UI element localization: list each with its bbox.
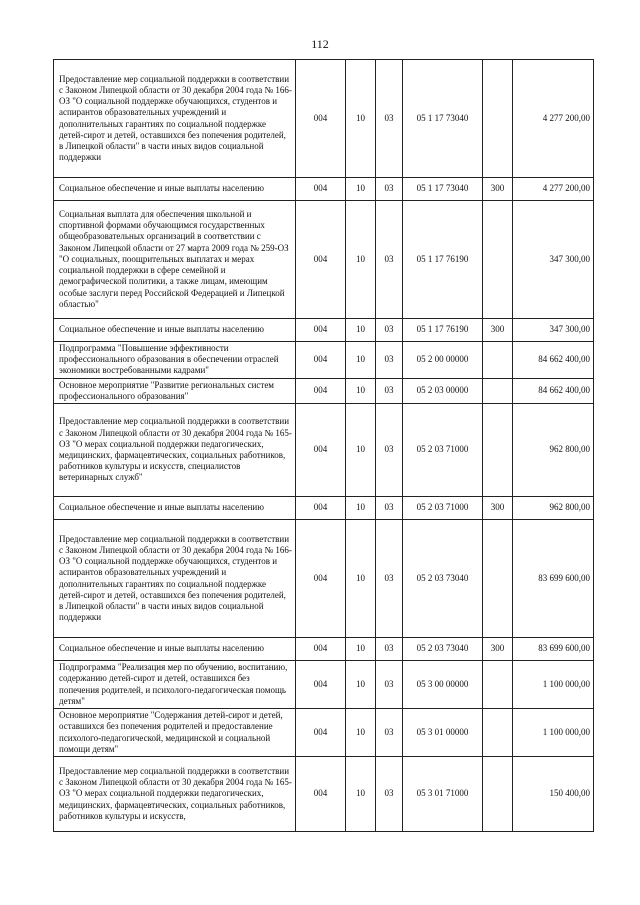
ministry-code: 004 bbox=[296, 757, 346, 832]
subsection-code: 03 bbox=[376, 661, 403, 709]
table-row bbox=[54, 404, 594, 497]
table-row bbox=[54, 342, 594, 379]
expense-type-code bbox=[483, 661, 513, 709]
section-code: 10 bbox=[346, 178, 376, 201]
ministry-code: 004 bbox=[296, 638, 346, 661]
ministry-code: 004 bbox=[296, 342, 346, 379]
expense-type-code bbox=[483, 342, 513, 379]
amount: 83 699 600,00 bbox=[513, 638, 594, 661]
ministry-code: 004 bbox=[296, 520, 346, 638]
row-description: Предоставление мер социальной поддержки в соответствии с Законом Липецкой области от 30 декабря 2004 года № 166-ОЗ "О социальной поддержке обучающихся, студентов и аспирантов образовательных учреждений и дополнительных гарантиях по социальной поддержке детей-сирот и детей, оставшихся без попечения родителей, в Липецкой области" в части иных видов социальной поддержки bbox=[54, 60, 296, 178]
table-row bbox=[54, 520, 594, 638]
target-item-code: 05 1 17 76190 bbox=[403, 319, 483, 342]
table-row bbox=[54, 497, 594, 520]
section-code: 10 bbox=[346, 60, 376, 178]
subsection-code: 03 bbox=[376, 201, 403, 319]
expense-type-code: 300 bbox=[483, 178, 513, 201]
amount: 347 300,00 bbox=[513, 319, 594, 342]
target-item-code: 05 2 03 71000 bbox=[403, 404, 483, 497]
target-item-code: 05 2 03 73040 bbox=[403, 638, 483, 661]
subsection-code: 03 bbox=[376, 178, 403, 201]
amount: 347 300,00 bbox=[513, 201, 594, 319]
subsection-code: 03 bbox=[376, 497, 403, 520]
amount: 4 277 200,00 bbox=[513, 60, 594, 178]
target-item-code: 05 3 01 71000 bbox=[403, 757, 483, 832]
subsection-code: 03 bbox=[376, 757, 403, 832]
section-code: 10 bbox=[346, 520, 376, 638]
target-item-code: 05 1 17 73040 bbox=[403, 60, 483, 178]
amount: 84 662 400,00 bbox=[513, 378, 594, 403]
amount: 1 100 000,00 bbox=[513, 661, 594, 709]
ministry-code: 004 bbox=[296, 60, 346, 178]
expense-type-code bbox=[483, 60, 513, 178]
subsection-code: 03 bbox=[376, 342, 403, 379]
page-number: 112 bbox=[311, 37, 329, 51]
row-description: Социальное обеспечение и иные выплаты населению bbox=[54, 497, 296, 520]
row-description: Социальное обеспечение и иные выплаты населению bbox=[54, 178, 296, 201]
ministry-code: 004 bbox=[296, 661, 346, 709]
target-item-code: 05 2 03 00000 bbox=[403, 378, 483, 403]
section-code: 10 bbox=[346, 404, 376, 497]
section-code: 10 bbox=[346, 319, 376, 342]
target-item-code: 05 3 01 00000 bbox=[403, 709, 483, 757]
ministry-code: 004 bbox=[296, 201, 346, 319]
subsection-code: 03 bbox=[376, 638, 403, 661]
target-item-code: 05 2 03 73040 bbox=[403, 520, 483, 638]
subsection-code: 03 bbox=[376, 520, 403, 638]
ministry-code: 004 bbox=[296, 178, 346, 201]
expense-type-code: 300 bbox=[483, 497, 513, 520]
row-description: Социальное обеспечение и иные выплаты населению bbox=[54, 638, 296, 661]
expense-type-code: 300 bbox=[483, 638, 513, 661]
amount: 150 400,00 bbox=[513, 757, 594, 832]
ministry-code: 004 bbox=[296, 319, 346, 342]
section-code: 10 bbox=[346, 661, 376, 709]
expense-type-code bbox=[483, 520, 513, 638]
amount: 962 800,00 bbox=[513, 404, 594, 497]
table-row bbox=[54, 60, 594, 178]
ministry-code: 004 bbox=[296, 378, 346, 403]
table-row bbox=[54, 757, 594, 832]
target-item-code: 05 2 00 00000 bbox=[403, 342, 483, 379]
section-code: 10 bbox=[346, 757, 376, 832]
expense-type-code: 300 bbox=[483, 319, 513, 342]
ministry-code: 004 bbox=[296, 709, 346, 757]
row-description: Основное мероприятие "Развитие региональных систем профессионального образования" bbox=[54, 378, 296, 403]
amount: 84 662 400,00 bbox=[513, 342, 594, 379]
expense-type-code bbox=[483, 757, 513, 832]
subsection-code: 03 bbox=[376, 60, 403, 178]
amount: 962 800,00 bbox=[513, 497, 594, 520]
row-description: Основное мероприятие "Содержания детей-сирот и детей, оставшихся без попечения родителей и предоставление психолого-педагогической, медицинской и социальной помощи детям" bbox=[54, 709, 296, 757]
row-description: Подпрограмма "Реализация мер по обучению, воспитанию, содержанию детей-сирот и детей, оставшихся без попечения родителей, и психолого-педагогическая помощь детям" bbox=[54, 661, 296, 709]
expense-type-code bbox=[483, 378, 513, 403]
target-item-code: 05 2 03 71000 bbox=[403, 497, 483, 520]
table-row bbox=[54, 319, 594, 342]
subsection-code: 03 bbox=[376, 709, 403, 757]
subsection-code: 03 bbox=[376, 319, 403, 342]
amount: 83 699 600,00 bbox=[513, 520, 594, 638]
expense-type-code bbox=[483, 709, 513, 757]
row-description: Подпрограмма "Повышение эффективности профессионального образования в обеспечении отраслей экономики востребованными кадрами" bbox=[54, 342, 296, 379]
section-code: 10 bbox=[346, 497, 376, 520]
subsection-code: 03 bbox=[376, 404, 403, 497]
row-description: Социальное обеспечение и иные выплаты населению bbox=[54, 319, 296, 342]
row-description: Социальная выплата для обеспечения школьной и спортивной формами обучающимся государственных общеобразовательных организаций в соответствии с Законом Липецкой области от 27 марта 2009 года № 259-ОЗ "О социальных, поощрительных выплатах и мерах социальной поддержки в сфере семейной и демографической политики, а также лицам, имеющим особые заслуги перед Российской Федерацией и Липецкой областью" bbox=[54, 201, 296, 319]
table-row bbox=[54, 661, 594, 709]
table-row bbox=[54, 201, 594, 319]
section-code: 10 bbox=[346, 378, 376, 403]
section-code: 10 bbox=[346, 638, 376, 661]
ministry-code: 004 bbox=[296, 497, 346, 520]
target-item-code: 05 3 00 00000 bbox=[403, 661, 483, 709]
row-description: Предоставление мер социальной поддержки в соответствии с Законом Липецкой области от 30 декабря 2004 года № 166-ОЗ "О социальной поддержке обучающихся, студентов и аспирантов образовательных учреждений и дополнительных гарантиях по социальной поддержке детей-сирот и детей, оставшихся без попечения родителей, в Липецкой области" в части иных видов социальной поддержки bbox=[54, 520, 296, 638]
table-row bbox=[54, 638, 594, 661]
target-item-code: 05 1 17 76190 bbox=[403, 201, 483, 319]
target-item-code: 05 1 17 73040 bbox=[403, 178, 483, 201]
expense-type-code bbox=[483, 404, 513, 497]
expense-type-code bbox=[483, 201, 513, 319]
amount: 4 277 200,00 bbox=[513, 178, 594, 201]
section-code: 10 bbox=[346, 342, 376, 379]
table-row bbox=[54, 378, 594, 403]
row-description: Предоставление мер социальной поддержки в соответствии с Законом Липецкой области от 30 декабря 2004 года № 165-ОЗ "О мерах социальной поддержки педагогических, медицинских, фармацевтических, социальных работников, работников культуры и искусств, специалистов ветеринарных служб" bbox=[54, 404, 296, 497]
row-description: Предоставление мер социальной поддержки в соответствии с Законом Липецкой области от 30 декабря 2004 года № 165-ОЗ "О мерах социальной поддержки педагогических, медицинских, фармацевтических, социальных работников, работников культуры и искусств, bbox=[54, 757, 296, 832]
table-row bbox=[54, 178, 594, 201]
section-code: 10 bbox=[346, 709, 376, 757]
section-code: 10 bbox=[346, 201, 376, 319]
table-row bbox=[54, 709, 594, 757]
budget-table bbox=[53, 59, 594, 832]
ministry-code: 004 bbox=[296, 404, 346, 497]
amount: 1 100 000,00 bbox=[513, 709, 594, 757]
subsection-code: 03 bbox=[376, 378, 403, 403]
